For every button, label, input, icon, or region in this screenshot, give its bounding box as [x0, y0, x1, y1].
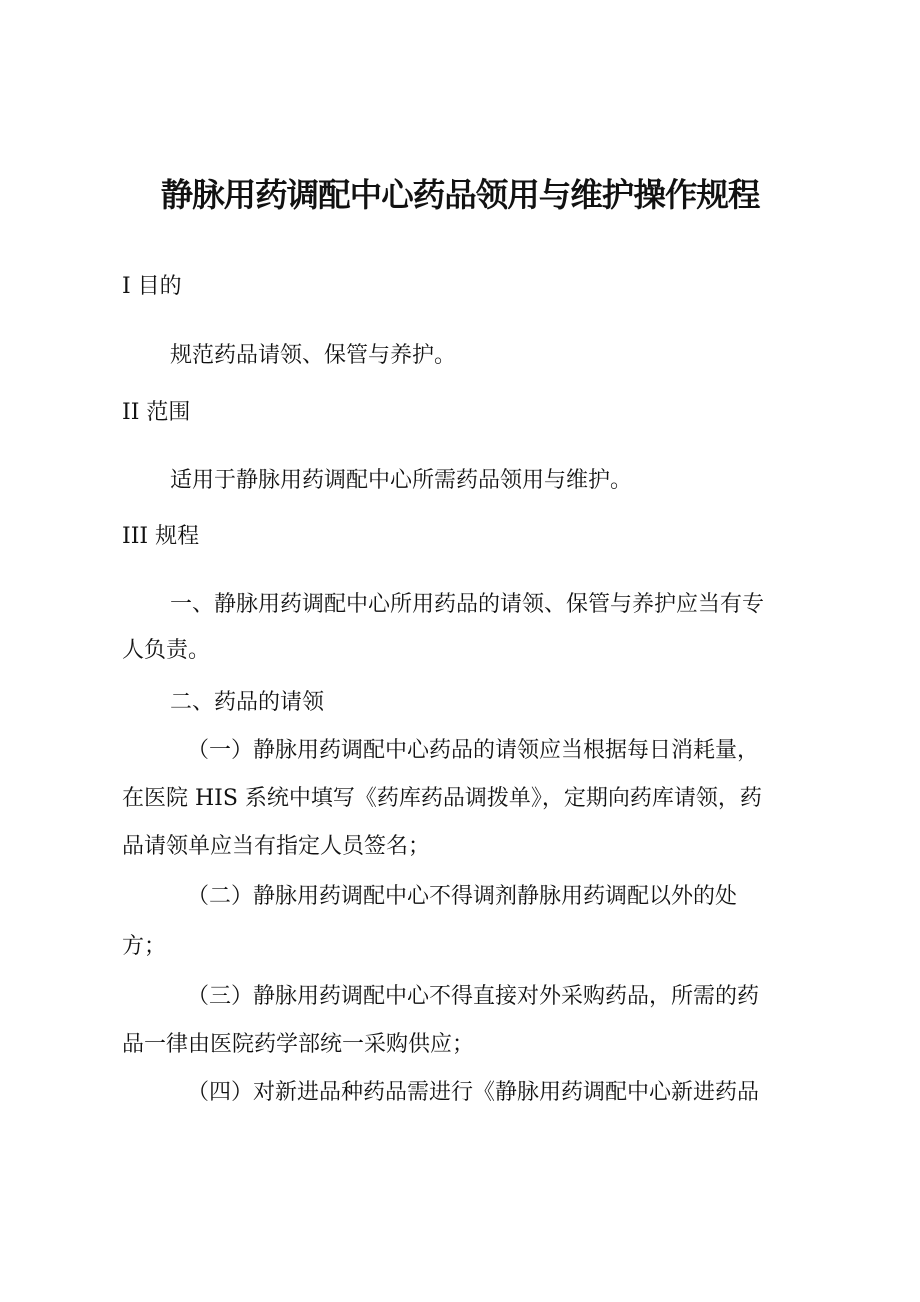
purpose-text: 规范药品请领、保管与养护。 — [170, 343, 457, 368]
paragraph-line: （二）静脉用药调配中心不得调剂静脉用药调配以外的处 — [187, 884, 738, 909]
paragraph-line: 在医院 HIS 系统中填写《药库药品调拨单》，定期向药库请领，药 — [122, 786, 762, 811]
section-heading-procedure: III 规程 — [122, 524, 200, 549]
section-heading-purpose: I 目的 — [122, 274, 182, 299]
paragraph-line: （三）静脉用药调配中心不得直接对外采购药品，所需的药 — [187, 984, 760, 1009]
scope-text: 适用于静脉用药调配中心所需药品领用与维护。 — [170, 468, 633, 493]
document-title: 静脉用药调配中心药品领用与维护操作规程 — [160, 176, 760, 214]
paragraph-line: 一、静脉用药调配中心所用药品的请领、保管与养护应当有专 — [170, 592, 765, 617]
subsection-heading-requisition: 二、药品的请领 — [170, 690, 325, 715]
paragraph-line: 品一律由医院药学部统一采购供应； — [122, 1032, 475, 1057]
paragraph-line: 方； — [122, 934, 167, 959]
paragraph-line: （一）静脉用药调配中心药品的请领应当根据每日消耗量， — [187, 738, 760, 763]
paragraph-line: （四）对新进品种药品需进行《静脉用药调配中心新进药品 — [187, 1080, 760, 1105]
paragraph-line: 人负责。 — [122, 638, 211, 663]
section-heading-scope: II 范围 — [122, 400, 191, 425]
paragraph-line: 品请领单应当有指定人员签名； — [122, 834, 431, 859]
